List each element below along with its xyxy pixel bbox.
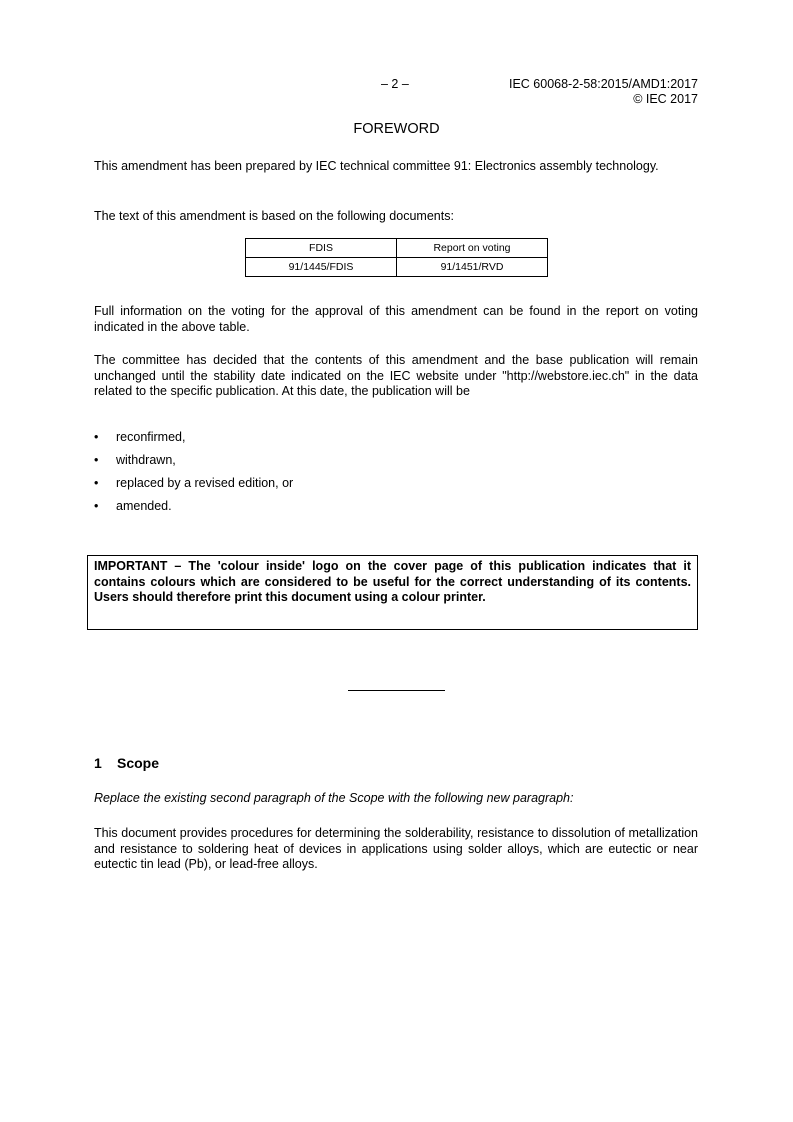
- table-cell: 91/1451/RVD: [397, 258, 548, 277]
- section-divider: [348, 690, 445, 691]
- bullet-icon: •: [94, 499, 99, 513]
- bullet-icon: •: [94, 430, 99, 444]
- foreword-paragraph-voting-info: Full information on the voting for the approval of this amendment can be found in the report on voting indicated in the above table.: [94, 304, 698, 334]
- section-title: Scope: [117, 755, 160, 771]
- list-item-text: replaced by a revised edition, or: [116, 476, 294, 490]
- bullet-icon: •: [94, 476, 99, 490]
- table-header-cell: FDIS: [246, 239, 397, 258]
- bullet-icon: •: [94, 453, 99, 467]
- page-number: – 2 –: [381, 77, 409, 91]
- foreword-paragraph-committee: This amendment has been prepared by IEC technical committee 91: Electronics assembly technology.: [94, 159, 659, 173]
- table-header-cell: Report on voting: [397, 239, 548, 258]
- scope-paragraph: This document provides procedures for determining the solderability, resistance to dissolution of metallization and resistance to soldering heat of devices in applications using solder alloys, which are eutectic or near eutectic tin lead (Pb), or lead-free alloys.: [94, 826, 698, 871]
- section-heading-scope: [94, 755, 159, 771]
- voting-documents-table: [245, 238, 548, 277]
- document-reference: [509, 77, 698, 106]
- table-header-row: [246, 239, 548, 258]
- section-number: 1: [94, 755, 102, 771]
- document-id: IEC 60068-2-58:2015/AMD1:2017: [508, 77, 698, 91]
- table-cell: 91/1445/FDIS: [246, 258, 397, 277]
- list-item-text: withdrawn,: [116, 453, 176, 467]
- important-notice-box: IMPORTANT – The 'colour inside' logo on the cover page of this publication indicates that it contains colours which are considered to be useful for the correct understanding of its contents. Users should therefore print this document using a colour printer.: [87, 555, 698, 630]
- table-row: [246, 258, 548, 277]
- list-item-text: reconfirmed,: [116, 430, 186, 444]
- foreword-title: FOREWORD: [353, 121, 440, 137]
- amendment-instruction: Replace the existing second paragraph of the Scope with the following new paragraph:: [94, 791, 574, 805]
- foreword-paragraph-documents: The text of this amendment is based on the following documents:: [94, 209, 454, 223]
- copyright-notice: © IEC 2017: [633, 91, 698, 106]
- list-item-text: amended.: [116, 499, 172, 513]
- foreword-paragraph-stability: The committee has decided that the contents of this amendment and the base publication will remain unchanged until the stability date indicated on the IEC website under "http://webstore.iec.ch" in the data related to the specific publication. At this date, the publication will be: [94, 353, 698, 398]
